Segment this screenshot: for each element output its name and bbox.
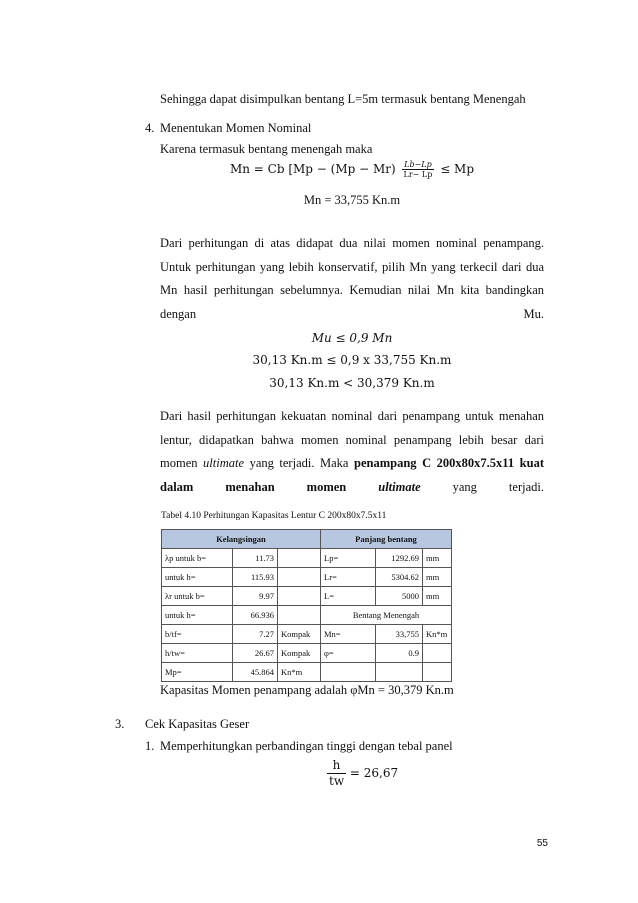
table-cell: 5304.62 (376, 568, 423, 587)
equation-h-tw-den: tw (329, 774, 345, 788)
equation-h-tw-num: h (327, 758, 346, 774)
paragraph-2-text-c: yang terjadi. Maka (244, 456, 355, 470)
table-caption: Tabel 4.10 Perhitungan Kapasitas Lentur C 200x80x7.5x11 (161, 511, 387, 521)
table-cell (278, 568, 321, 587)
table-cell: mm (423, 587, 452, 606)
formula-mn-result: Mn = 33,755 Kn.m (303, 193, 401, 207)
table-cell: untuk h= (162, 568, 233, 587)
table-cell (423, 644, 452, 663)
section-3-number: 3. (115, 717, 125, 731)
item-1-number: 1. (145, 739, 155, 753)
table-row (162, 606, 452, 625)
table-row (162, 644, 452, 663)
conclusion-line: Sehingga dapat disimpulkan bentang L=5m termasuk bentang Menengah (160, 92, 526, 106)
table-cell: b/tf= (162, 625, 233, 644)
equation-h-tw-value: = 26,67 (349, 766, 399, 780)
table-cell: Lp= (321, 549, 376, 568)
equation-h-tw-fraction (327, 758, 346, 789)
table-cell: 11.73 (233, 549, 278, 568)
table-row (162, 663, 452, 682)
item-1-title: Memperhitungkan perbandingan tinggi dengan tebal panel (160, 739, 453, 753)
table-cell: 33,755 (376, 625, 423, 644)
table-cell: 9.97 (233, 587, 278, 606)
table-cell: Mp= (162, 663, 233, 682)
page-number: 55 (536, 838, 548, 849)
table-cell: φ= (321, 644, 376, 663)
paragraph-2-text-a: Dari hasil perhitungan kekuatan nominal dari penampang untuk menahan lentur, didapatkan bahwa momen nominal penampang lebih besar dari momen (160, 409, 544, 470)
equation-mu-result: 30,13 Kn.m < 30,379 Kn.m (269, 376, 435, 390)
equation-h-tw (327, 758, 398, 789)
header-panjang-bentang: Panjang bentang (321, 530, 452, 549)
table-cell: L= (321, 587, 376, 606)
table-cell: λr untuk b= (162, 587, 233, 606)
table-row (162, 587, 452, 606)
equation-mu: Mu ≤ 0,9 Mn (311, 331, 393, 345)
table-cell (278, 587, 321, 606)
paragraph-1: Dari perhitungan di atas didapat dua nilai momen nominal penampang. Untuk perhitungan yang lebih konservatif, pilih Mn yang terkecil dari dua Mn hasil perhitungan sebelumnya. Kemudian nilai Mn kita bandingkan dengan Mu. (160, 236, 544, 321)
table-cell: Lr= (321, 568, 376, 587)
table-cell-bentang-menengah: Bentang Menengah (321, 606, 452, 625)
item-4-title: Menentukan Momen Nominal (160, 121, 312, 135)
table-cell (376, 663, 423, 682)
table-cell (423, 663, 452, 682)
table-cell: 1292.69 (376, 549, 423, 568)
table-cell: Kompak (278, 644, 321, 663)
kapasitas-momen-line: Kapasitas Momen penampang adalah φMn = 30,379 Kn.m (160, 683, 454, 697)
item-4-number: 4. (145, 121, 155, 135)
table-row (162, 549, 452, 568)
paragraph-2-bold: penampang C 200x80x7.5x11 kuat dalam menahan momen (160, 456, 544, 494)
table-cell: Kompak (278, 625, 321, 644)
table-cell (278, 606, 321, 625)
table-cell: untuk h= (162, 606, 233, 625)
karena-line: Karena termasuk bentang menengah maka (160, 142, 373, 156)
table-cell (321, 663, 376, 682)
table-row (162, 568, 452, 587)
formula-mn-fraction (402, 160, 435, 179)
formula-mn-num: Lb−Lp (402, 160, 435, 170)
table-cell: 66.936 (233, 606, 278, 625)
formula-mn-right: ≤ Mp (440, 162, 475, 176)
table-cell: mm (423, 568, 452, 587)
table-cell (278, 549, 321, 568)
section-3-title: Cek Kapasitas Geser (145, 717, 250, 731)
table-cell: Mn= (321, 625, 376, 644)
formula-mn-left: Mn = Cb [Mp − (Mp − Mr) (229, 162, 396, 176)
table-cell: h/tw= (162, 644, 233, 663)
table-cell: 26.67 (233, 644, 278, 663)
formula-mn (160, 160, 544, 179)
paragraph-2-italic-1: ultimate (203, 456, 245, 470)
paragraph-2 (160, 405, 544, 523)
table-cell: 5000 (376, 587, 423, 606)
paragraph-2-text-f: yang terjadi. (420, 479, 544, 494)
table-cell: mm (423, 549, 452, 568)
table-cell: 0.9 (376, 644, 423, 663)
table-cell: Kn*m (423, 625, 452, 644)
table-header-row (162, 530, 452, 549)
table-row (162, 625, 452, 644)
paragraph-2-bold-italic: ultimate (378, 479, 421, 494)
table-cell: λp untuk b= (162, 549, 233, 568)
kapasitas-lentur-table (161, 529, 452, 682)
equation-mu-values: 30,13 Kn.m ≤ 0,9 x 33,755 Kn.m (252, 353, 452, 367)
header-kelangsingan: Kelangsingan (162, 530, 321, 549)
table-cell: 115.93 (233, 568, 278, 587)
table-cell: 45.864 (233, 663, 278, 682)
table-cell: Kn*m (278, 663, 321, 682)
table-cell: 7.27 (233, 625, 278, 644)
formula-mn-den: Lr− Lp (403, 170, 433, 179)
